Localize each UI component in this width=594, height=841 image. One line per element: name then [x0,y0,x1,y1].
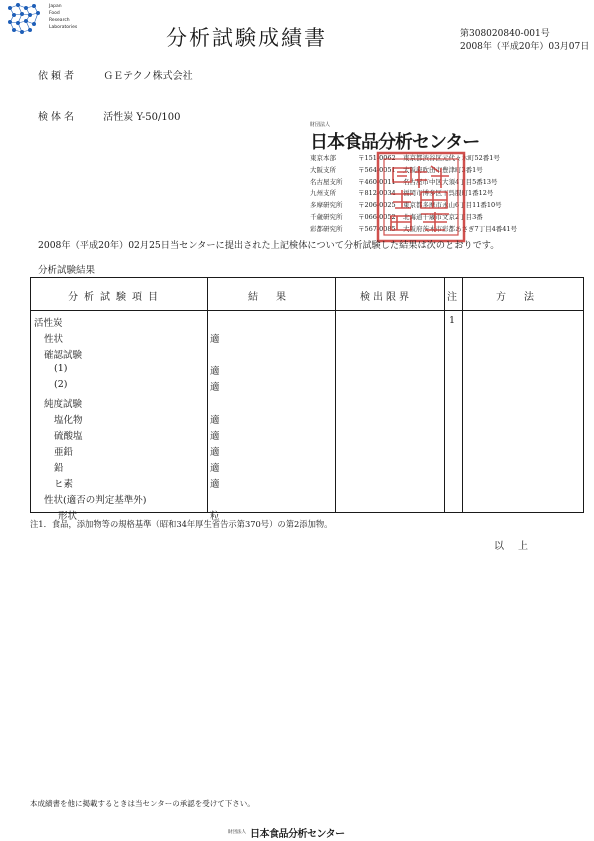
issue-date: 2008年（平成20年）03月07日 [460,42,590,52]
footer-issuer-prefix: 財団法人 [228,830,246,835]
header-limit: 検出限界 [360,292,412,303]
row-item: (2) [54,379,68,391]
header-method: 方 法 [496,292,538,303]
closing-mark: 以上 [494,541,542,552]
logo-text-line: Laboratories [49,25,78,30]
branch-name: 千歳研究所 [310,212,343,221]
client-field [38,67,193,82]
intro-statement: 2008年（平成20年）02月25日当センターに提出された上記検体について分析試験した結果は次のとおりです。 [38,240,500,251]
row-item: 硫酸塩 [54,430,83,442]
row-result: 適 [210,414,220,426]
branch-address: 大阪府茨木市彩都あさぎ7丁目4番41号 [403,224,518,233]
header-note: 注 [447,292,457,303]
row-item: ヒ素 [54,479,74,490]
certificate-number: 第308020840-001号 [460,29,550,39]
row-item: 活性炭 [34,318,63,329]
branch-address: 北海道千歳市文京2丁目3番 [403,212,483,221]
footnote-1: 注1．食品，添加物等の規格基準（昭和34年厚生省告示第370号）の第2添加物。 [30,519,333,529]
branch-address: 東京都渋谷区元代々木町52番1号 [403,154,500,162]
branch-address: 福岡市博多区下呉服町1番12号 [403,189,494,198]
branch-address: 名古屋市中区大須4丁目5番13号 [403,177,498,186]
row-item: 塩化物 [54,414,83,426]
logo-text-line: Food [49,11,60,16]
branch-zip: 〒460-0011 [358,177,396,186]
row-item: 亜鉛 [54,446,74,458]
row-item: 形状 [58,511,78,523]
row-result: 適 [210,382,220,394]
client-label: 依頼者 [38,71,77,82]
branch-name: 東京本部 [310,154,336,162]
row-result: 適 [210,430,220,442]
branch-name: 九州支所 [310,189,336,198]
branch-zip: 〒567-0085 [358,224,396,233]
header-item: 分析試験項目 [68,292,164,303]
branch-name: 大阪支所 [310,165,336,174]
branch-zip: 〒206-0025 [358,201,396,210]
branch-name: 彩都研究所 [310,224,343,233]
client-value: ＧＥテクノ株式会社 [103,71,193,82]
row-result: 適 [210,334,220,346]
branch-address: 大阪府吹田市豊津町3番1号 [403,165,483,174]
logo-text [49,3,77,31]
results-table [30,277,584,523]
row-note: 1 [449,315,456,326]
branch-name: 多摩研究所 [310,201,343,210]
branch-name: 名古屋支所 [310,177,343,186]
row-result: 適 [210,366,220,378]
branch-address: 東京都多摩市永山6丁目11番10号 [403,201,502,210]
row-item: 性状 [44,334,64,346]
row-result: 適 [210,479,220,490]
organization-logo-icon [4,2,44,38]
document-title: 分析試験成績書 [166,26,327,50]
row-result: 粒 [210,511,220,523]
row-item: 性状(適否の判定基準外) [44,495,147,507]
branch-zip: 〒066-0052 [358,212,396,221]
document-number-block [460,28,589,54]
sample-field [38,108,180,123]
reproduction-notice: 本成績書を他に掲載するときは当センターの承認を受けて下さい。 [30,799,255,808]
row-result: 適 [210,446,220,458]
issuer-name: 日本食品分析センター [310,132,480,153]
row-result: 適 [210,462,220,474]
results-section-label: 分析試験結果 [38,265,96,276]
row-item: 確認試験 [44,350,83,362]
row-item: (1) [54,363,68,375]
sample-value: 活性炭 Y-50/100 [103,112,181,123]
branch-zip: 〒812-0034 [358,189,396,198]
branch-zip: 〒564-0051 [358,165,396,174]
sample-label: 検体名 [38,112,77,123]
issuer-prefix: 財団法人 [310,122,331,128]
branch-zip: 〒151-0062 [358,154,396,162]
row-item: 純度試験 [44,398,83,410]
logo-text-line: Japan [49,4,62,9]
footer-issuer-name: 日本食品分析センター [250,829,345,840]
header-result: 結 果 [248,292,290,303]
logo-text-line: Research [49,18,70,23]
table-grid [30,277,584,513]
official-seal-stamp [375,150,467,244]
row-item: 鉛 [54,462,64,474]
